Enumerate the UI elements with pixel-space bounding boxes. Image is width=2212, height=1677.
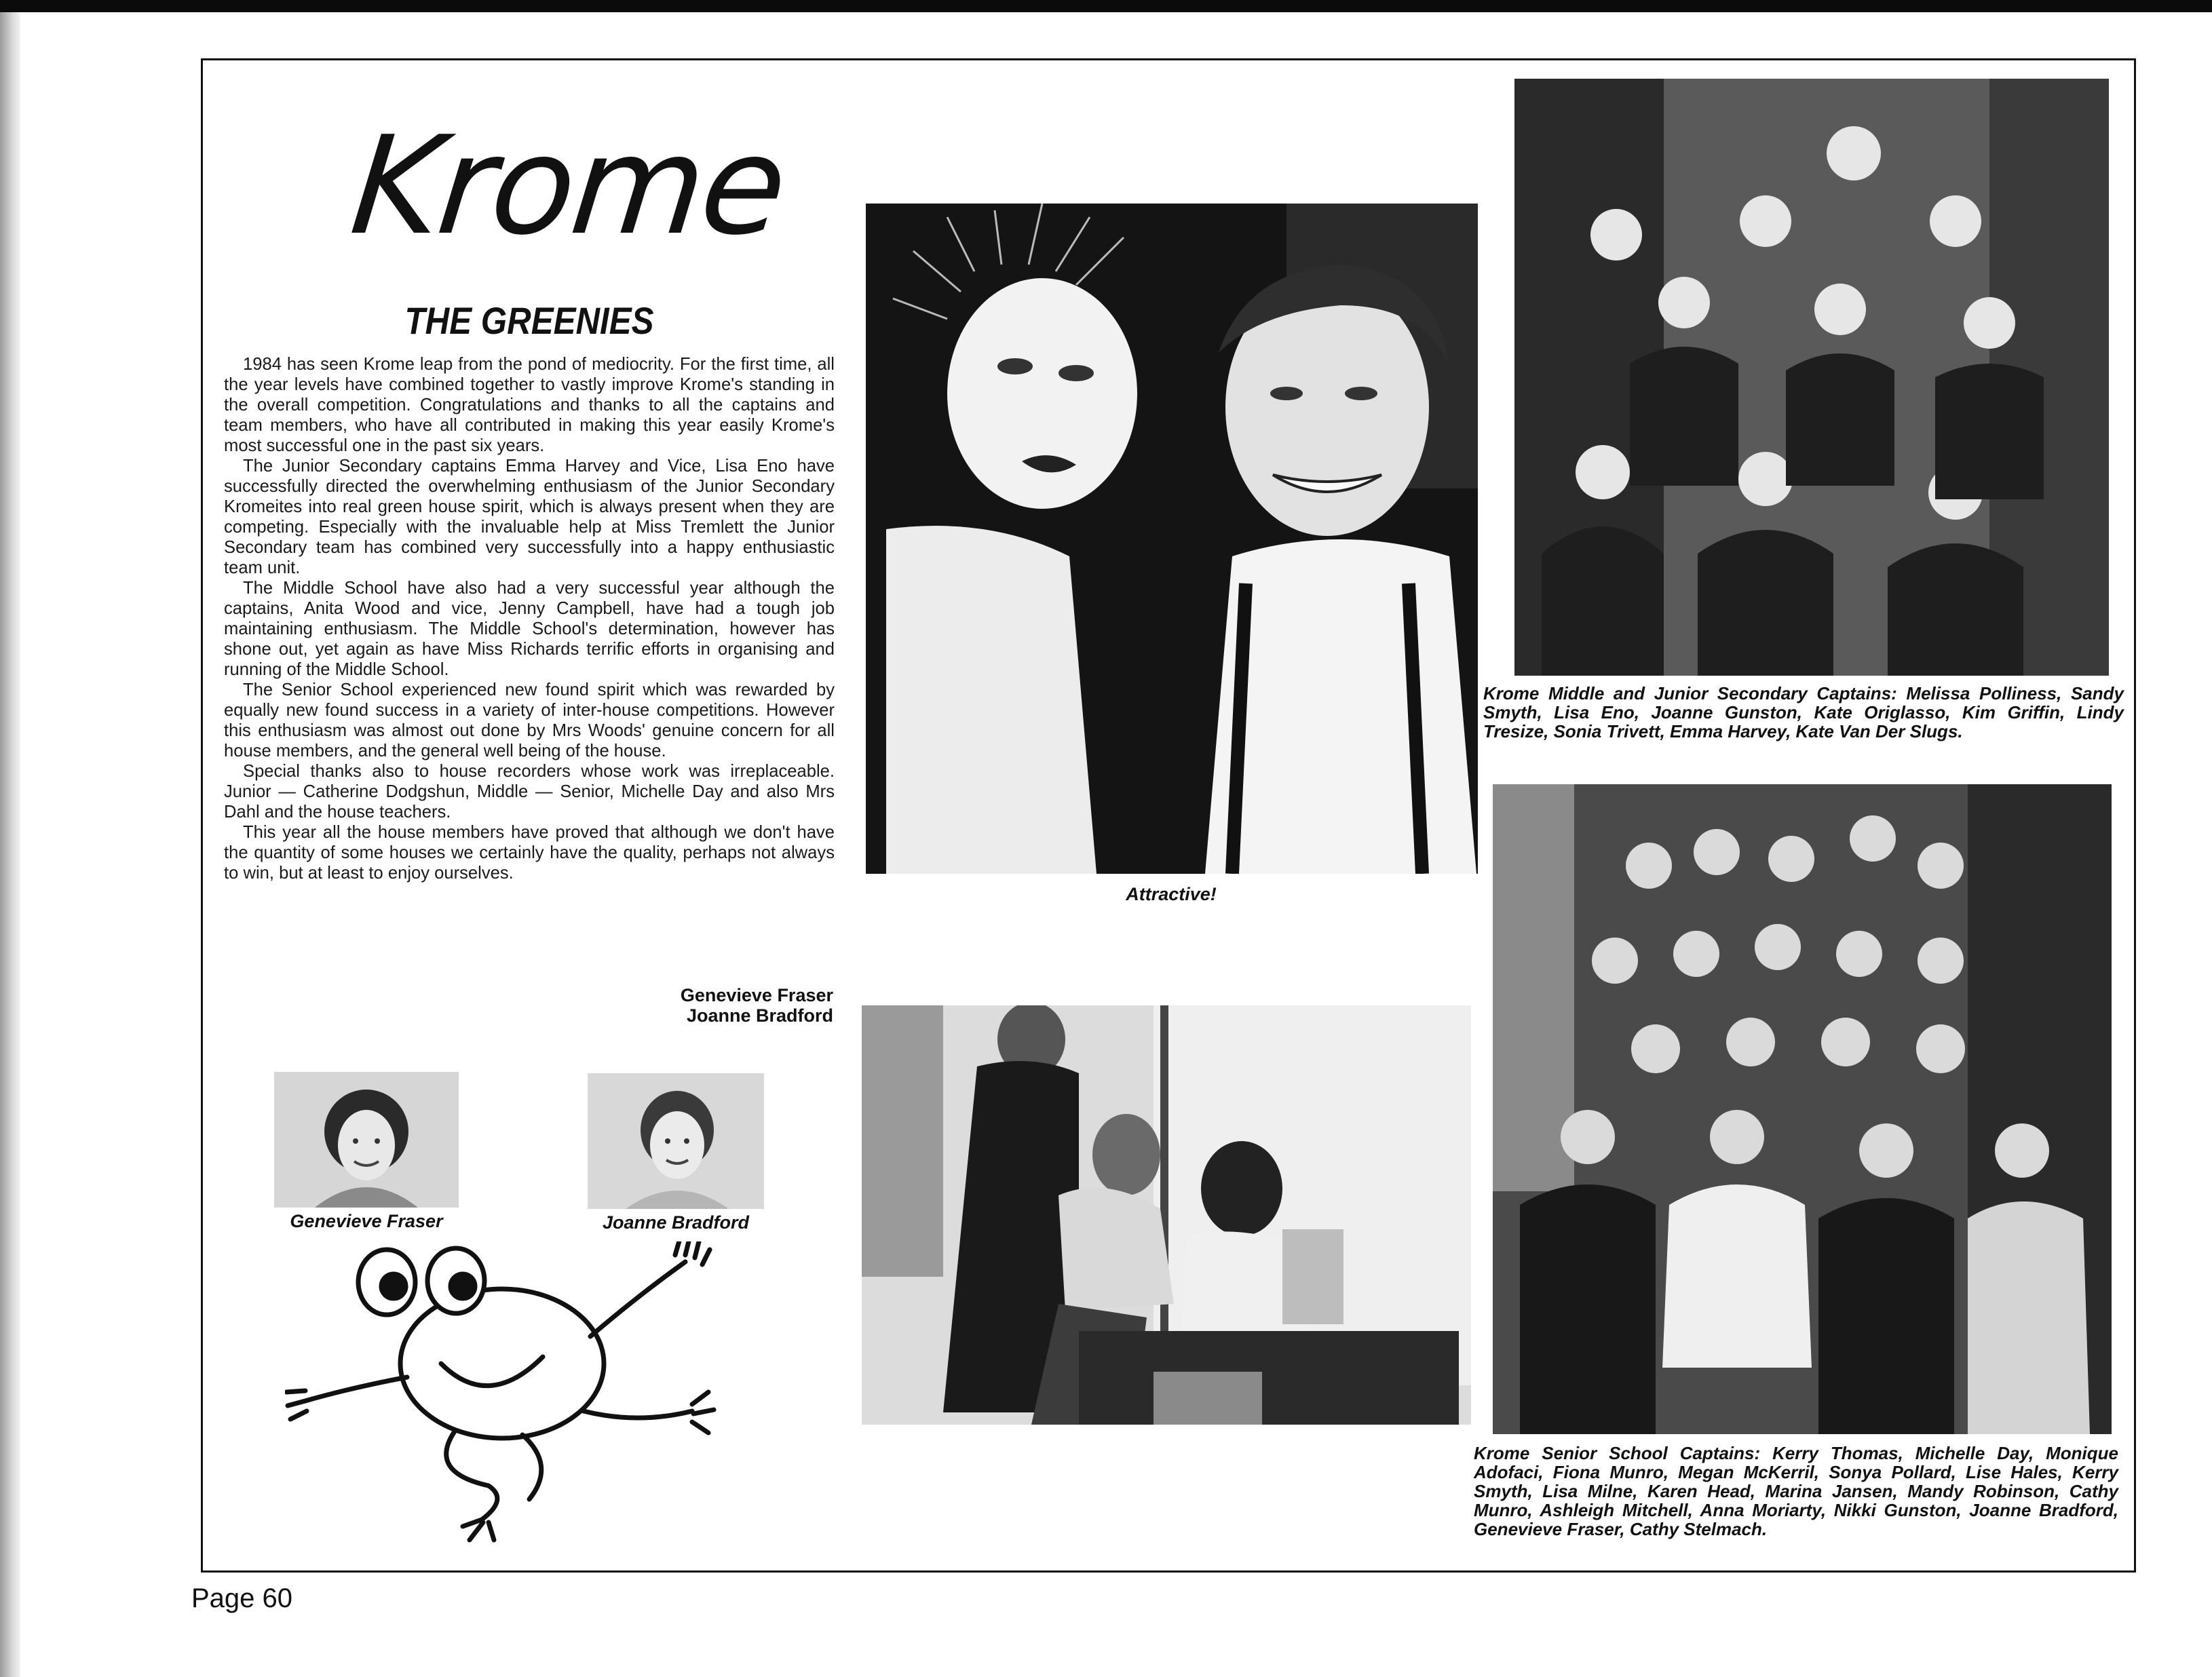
portrait-photo-genevieve xyxy=(274,1072,459,1208)
article-paragraph: This year all the house members have proved that although we don't have the quantity of some houses we certainly have the quality, perhaps not always to win, but at least to enjoy ourselves. xyxy=(224,823,835,883)
article-paragraph: The Senior School experienced new found spirit which was rewarded by equally new found success in a variety of inter-house competitions. However this enthusiasm was almost out done by Mrs Woods' genuine concern for all house members, and the general well being of the house. xyxy=(224,680,835,760)
attractive-caption: Attractive! xyxy=(1126,884,1217,904)
article-byline xyxy=(516,985,833,1026)
senior-captains-caption: Krome Senior School Captains: Kerry Thomas, Michelle Day, Monique Adofaci, Fiona Munro, Megan McKerril, Sonya Pollard, Lise Hales, Kerry Smyth, Lisa Milne, Karen Head, Marina Jansen, Mandy Robinson, Cathy Munro, Ashleigh Mitchell, Anna Moriarty, Nikki Gunston, Joanne Bradford, Genevieve Fraser, Cathy Stelmach. xyxy=(1474,1443,2118,1539)
page-title: Krome xyxy=(344,107,791,265)
article-paragraph: Special thanks also to house recorders whose work was irreplaceable. Junior — Catherine Dodgshun, Middle — Senior, Michelle Day and also Mrs Dahl and the house teachers. xyxy=(224,762,835,822)
junior-captains-photo xyxy=(1514,79,2109,676)
author-name: Genevieve Fraser xyxy=(680,985,833,1005)
article-heading: THE GREENIES xyxy=(404,299,654,342)
portrait-caption: Joanne Bradford xyxy=(602,1212,750,1233)
junior-captains-caption: Krome Middle and Junior Secondary Captains: Melissa Polliness, Sandy Smyth, Lisa Eno, Joanne Gunston, Kate Origlasso, Kim Griffin, Lindy Tresize, Sonia Trivett, Emma Harvey, Kate Van Der Slugs. xyxy=(1483,683,2124,741)
portrait-caption: Genevieve Fraser xyxy=(290,1211,443,1231)
frog-mascot-illustration xyxy=(285,1241,787,1554)
article-paragraph: 1984 has seen Krome leap from the pond of mediocrity. For the first time, all the year levels have combined together to vastly improve Krome's standing in the overall competition. Congratulations and thanks to all the captains and team members, who have all contributed in making this year easily Krome's most successful one in the past six years. xyxy=(224,355,835,455)
portrait-photo-joanne xyxy=(588,1073,764,1209)
article-body xyxy=(224,354,835,883)
article-paragraph: The Junior Secondary captains Emma Harvey and Vice, Lisa Eno have successfully directed the overwhelming enthusiasm of the Junior Secondary Kromeites into real green house spirit, which is always present when they are competing. Especially with the invaluable help at Miss Tremlett the Junior Secondary team has combined very successfully into a happy enthusiastic team unit. xyxy=(224,457,835,577)
page-number: Page 60 xyxy=(191,1583,293,1613)
attractive-photo xyxy=(866,204,1478,874)
scan-top-border xyxy=(0,0,2212,12)
senior-captains-photo xyxy=(1493,784,2112,1434)
author-name: Joanne Bradford xyxy=(686,1005,833,1026)
classroom-photo xyxy=(862,1005,1471,1425)
book-spine-shadow xyxy=(0,12,20,1677)
article-paragraph: The Middle School have also had a very successful year although the captains, Anita Wood and vice, Jenny Campbell, have had a tough job maintaining enthusiasm. The Middle School's determination, however has shone out, yet again as have Miss Richards terrific efforts in organising and running of the Middle School. xyxy=(224,579,835,679)
